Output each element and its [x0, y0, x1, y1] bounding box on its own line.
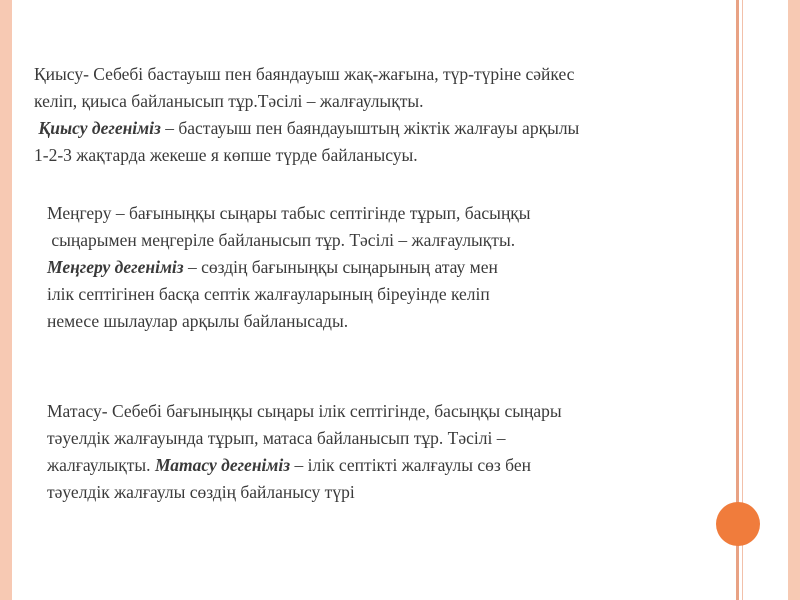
mengeru-line-2: сыңарымен меңгеріле байланысып тұр. Тәсілі – жалғаулықты. — [47, 230, 516, 250]
kiysu-line-1: Қиысу- Себебі бастауыш пен баяндауыш жақ-жағына, түр-түріне сәйкес — [34, 64, 575, 84]
left-border — [0, 0, 12, 600]
kiysu-line-2: келіп, қиыса байланысып тұр.Тәсілі – жалғаулықты. — [34, 91, 424, 111]
mengeru-paragraph — [47, 200, 727, 335]
kiysu-term: Қиысу дегеніміз — [38, 118, 161, 138]
matasu-line-3 — [47, 452, 727, 479]
right-border — [788, 0, 800, 600]
mengeru-line-5: немесе шылаулар арқылы байланысады. — [47, 311, 349, 331]
matasu-definition: – ілік септікті жалғаулы сөз бен — [290, 455, 531, 475]
matasu-term: Матасу дегеніміз — [154, 455, 291, 475]
mengeru-term: Меңгеру дегеніміз — [47, 257, 184, 277]
matasu-line-4: тәуелдік жалғаулы сөздің байланысу түрі — [47, 482, 355, 502]
decorative-circle-icon — [716, 502, 760, 546]
kiysu-paragraph — [34, 61, 734, 169]
kiysu-definition: – бастауыш пен баяндауыштың жіктік жалғауы арқылы — [160, 118, 580, 138]
matasu-line-2: тәуелдік жалғауында тұрып, матаса байланысып тұр. Тәсілі – — [47, 428, 506, 448]
mengeru-line-3 — [47, 254, 727, 281]
mengeru-definition: – сөздің бағыныңқы сыңарының атау мен — [183, 257, 498, 277]
kiysu-line-3 — [34, 115, 734, 142]
matasu-line-1: Матасу- Себебі бағыныңқы сыңары ілік септігінде, басыңқы сыңары — [47, 401, 562, 421]
mengeru-line-4: ілік септігінен басқа септік жалғауларының біреуінде келіп — [47, 284, 490, 304]
matasu-paragraph — [47, 398, 727, 506]
mengeru-line-1: Меңгеру – бағыныңқы сыңары табыс септігінде тұрып, басыңқы — [47, 203, 531, 223]
matasu-line-3-prefix: жалғаулықты. — [47, 455, 155, 475]
kiysu-line-4: 1-2-3 жақтарда жекеше я көпше түрде байланысуы. — [34, 145, 418, 165]
